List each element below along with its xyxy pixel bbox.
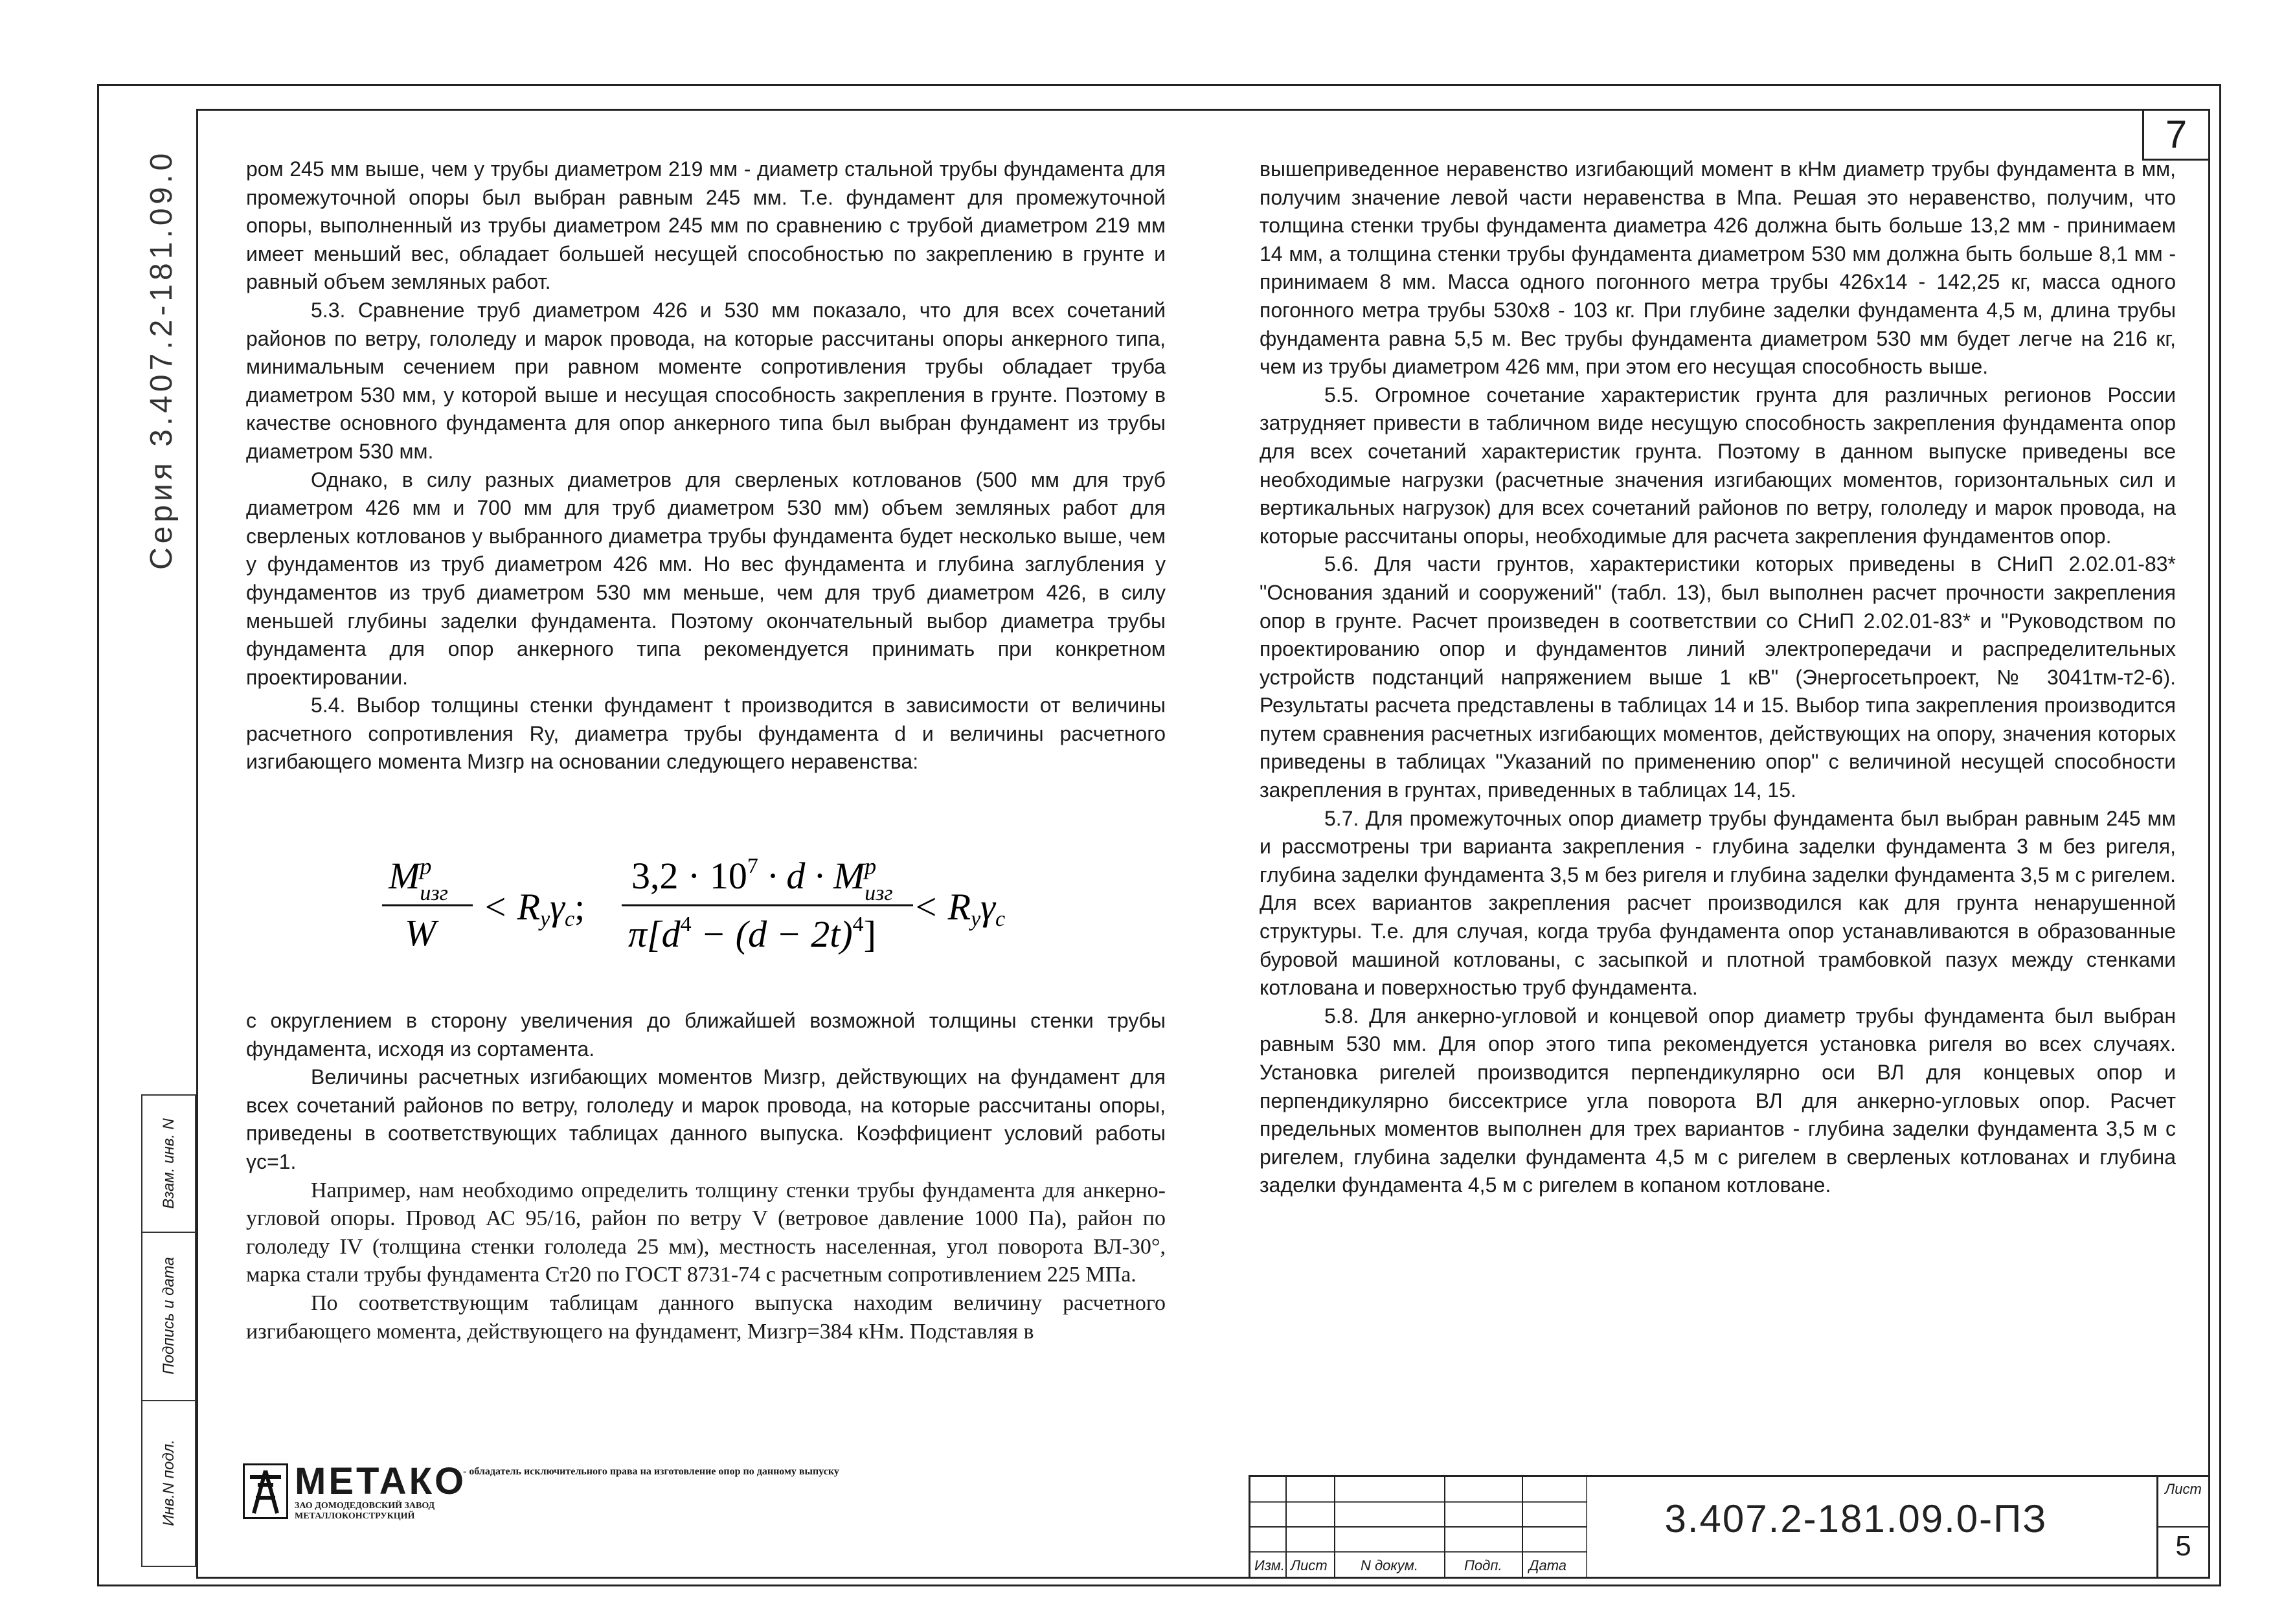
paragraph: ром 245 мм выше, чем у трубы диаметром 219 мм - диаметр стальной трубы фундамента для промежуточной опоры был выбран равным 245 мм. Т.е. фундамент для промежуточной опоры, выполненный из трубы диаметром 245 мм по сравнению с трубой диаметром 219 мм имеет меньший вес, обладает большей несущей способностью по закреплению в грунте и равный объем земляных работ. bbox=[246, 157, 1166, 294]
stamp-vzam-label: Взам. инв. N bbox=[159, 1118, 177, 1209]
paragraph: 5.8. Для анкерно-угловой и концевой опор диаметр трубы фундамента был выбран равным 530 мм. Для опор этого типа рекомендуется установка ригеля во всех случаях. Установка ригелей производится перпендикулярно оси ВЛ для концевых опор и перпендикулярно биссектрисе угла поворота ВЛ для анкерно-угловых опор. Расчет предельных моментов выполнен для трех вариантов - глубина заделки фундамента 3,5 м с ригелем, глубина заделки фундамента 4,5 м с ригелем в сверленых котлованах и глубина заделки фундамента 4,5 м с ригелем в копаном котловане. bbox=[1260, 1004, 2176, 1197]
stamp-signature-label: Подпись и дата bbox=[159, 1257, 177, 1375]
sheet-label: Лист bbox=[2165, 1481, 2202, 1497]
right-column bbox=[1260, 155, 2176, 1200]
stamp-inv-label: Инв.N подл. bbox=[159, 1439, 177, 1526]
paragraph: Величины расчетных изгибающих моментов Mизгp, действующих на фундамент для всех сочетаний районов по ветру, гололеду и марок провода, на которые рассчитаны опоры, приведены в соответствующих таблицах данного выпуска. Коэффициент условий работы γc=1. bbox=[246, 1065, 1166, 1173]
document-code: 3.407.2-181.09.0-ПЗ bbox=[1664, 1497, 2048, 1540]
logo-emblem bbox=[243, 1463, 288, 1519]
paragraph: 5.7. Для промежуточных опор диаметр трубы фундамента был выбран равным 245 мм и рассмотрены три варианта закрепления - глубина заделки фундамента 3 м без ригеля, глубина заделки фундамента 3,5 м без ригеля и глубина заделки фундамента 3,5 м с ригелем. Для всех вариантов закрепления расчет производился как для грунта ненарушенной структуры. Т.е. для случая, когда труба фундамента опор устанавливаются в образованные буровой машиной котлованы, с засыпкой и плотной трамбовкой пазух между стенками котлована и поверхностью труб фундамента. bbox=[1260, 806, 2176, 1000]
paragraph: По соответствующим таблицам данного выпуска находим величину расчетного изгибающего момента, действующего на фундамент, Mизгp=384 кНм. Подставляя в bbox=[246, 1291, 1166, 1344]
page-number: 7 bbox=[2142, 109, 2210, 161]
left-column bbox=[246, 155, 1166, 776]
formula-rhs-denominator: $\pi[d^4 - (d - 2t)^4]$ bbox=[628, 912, 876, 955]
paragraph: 5.4. Выбор толщины стенки фундамент t производится в зависимости от величины расчетного сопротивления Ry, диаметра трубы фундамента d и величины расчетного изгибающего момента Mизгp на основании следующего неравенства: bbox=[246, 694, 1166, 774]
paragraph: 5.5. Огромное сочетание характеристик грунта для различных регионов России затрудняет привести в табличном виде несущую способность закрепления фундамента опор для всех сочетаний характеристик грунта. Поэтому в данном выпуске приведены все необходимые нагрузки (расчетные значения изгибающих моментов, горизонтальных сил и вертикальных нагрузок) для всех сочетаний районов по ветру, гололеду и марок провода, на которые рассчитаны опоры, необходимые для расчета закрепления фундаментов опор. bbox=[1260, 383, 2176, 548]
paragraph: Однако, в силу разных диаметров для сверленых котлованов (500 мм для труб диаметром 426 мм и 700 мм для труб диаметром 530 мм) объем земляных работ для сверленых котлованов у выбранного диаметра трубы фундамента будет несколько выше, чем у фундаментов из труб диаметром 426 мм. Но вес фундамента и глубина заглубления у фундаментов из труб диаметром 530 мм меньше, чем для труб диаметром 426, в силу меньшей глубины заделки фундамента. Поэтому окончательный выбор диаметра трубы фундамента для опор анкерного типа рекомендуется принимать при конкретном проектировании. bbox=[246, 468, 1166, 689]
paragraph: с округлением в сторону увеличения до ближайшей возможной толщины стенки трубы фундамента, исходя из сортамента. bbox=[246, 1009, 1166, 1061]
tb-label-sign: Подп. bbox=[1464, 1557, 1502, 1573]
tower-icon bbox=[245, 1465, 286, 1517]
sheet-cell bbox=[2156, 1477, 2208, 1577]
paragraph: Например, нам необходимо определить толщину стенки трубы фундамента для анкерно-угловой опоры. Провод АС 95/16, район по ветру V (ветровое давление 1000 Па), район по гололеду IV (толщина стенки гололеда 25 мм), местность населенная, угол поворота ВЛ-30°, марка стали трубы фундамента Ст20 по ГОСТ 8731-74 с расчетным сопротивлением 225 МПа. bbox=[246, 1178, 1166, 1287]
left-column-continued bbox=[246, 1007, 1166, 1346]
side-stamp bbox=[141, 1094, 196, 1567]
formula-lhs-denominator: W bbox=[405, 912, 436, 954]
paragraph: 5.6. Для части грунтов, характеристики которых приведены в СНиП 2.02.01-83* "Основания зданий и сооружений" (табл. 13), был выполнен расчет прочности закрепления опор в грунте. Расчет произведен в соответствии со СНиП 2.02.01-83* и "Руководством по проектированию опор и фундаментов линий электропередачи и распределительных устройств подстанций напряжением выше 1 кВ" (Энергосетьпроект, № 3041тм-т2-6). Результаты расчета представлены в таблицах 14 и 15. Выбор типа закрепления производится путем сравнения расчетных изгибающих моментов, действующих на опору, значения которых приведены в таблицах "Указаний по применению опор" с величиной несущей способности закрепления в грунтах, приведенных в таблицах 14, 15. bbox=[1260, 552, 2176, 802]
tb-label-date: Дата bbox=[1529, 1557, 1567, 1573]
logo-subtitle: ЗАО ДОМОДЕДОВСКИЙ ЗАВОД bbox=[295, 1501, 435, 1511]
formula-lhs-numerator: $M^p$ изг bbox=[389, 853, 448, 905]
tb-label-izm: Изм. bbox=[1254, 1557, 1285, 1573]
logo-name: МЕТАКО bbox=[295, 1460, 467, 1502]
tb-label-doc: N докум. bbox=[1361, 1557, 1418, 1573]
formula-rhs2: < Ryγc bbox=[913, 886, 1006, 931]
title-block bbox=[1249, 1475, 2210, 1579]
formula-rhs1: < Ryγc; bbox=[482, 886, 585, 931]
formula-rhs-numerator: $3,2 \cdot 10^7 \cdot d \cdot M^p$ изг bbox=[631, 853, 893, 905]
sheet-number: 5 bbox=[2158, 1526, 2208, 1562]
logo-subtitle: МЕТАЛЛОКОНСТРУКЦИЙ bbox=[295, 1511, 415, 1521]
paragraph: 5.3. Сравнение труб диаметром 426 и 530 мм показало, что для всех сочетаний районов по ветру, гололеду и марок провода, на которые рассчитаны опоры анкерного типа, минимальным сечением при равном моменте сопротивления трубы обладает труба диаметром 530 мм, у которой выше и несущая способность закрепления в грунте. Поэтому в качестве основного фундамента для опор анкерного типа был выбран фундамент из трубы диаметром 530 мм. bbox=[246, 298, 1166, 463]
logo-tagline: - обладатель исключительного права на изготовление опор по данному выпуску bbox=[463, 1466, 839, 1477]
paragraph: вышеприведенное неравенство изгибающий момент в кНм диаметр трубы фундамента в мм, получим значение левой части неравенства в Мпа. Решая это неравенство, получим, что толщина стенки трубы фундамента диаметра 426 должна быть больше 13,2 мм - принимаем 14 мм, а толщина стенки трубы фундамента диаметром 530 мм должна быть больше 8,1 мм - принимаем 8 мм. Масса одного погонного метра трубы 426х14 - 142,25 кг, масса одного погонного метра трубы 530х8 - 103 кг. При глубине заделки фундамента 4,5 м, длина трубы фундамента равна 5,5 м. Вес трубы фундамента диаметром 530 мм будет легче на 216 кг, чем из трубы диаметром 426 мм, при этом его несущая способность выше. bbox=[1260, 157, 2176, 379]
tb-label-list: Лист bbox=[1291, 1557, 1328, 1573]
series-label: Серия 3.407.2-181.09.0 bbox=[144, 149, 179, 570]
bending-formula bbox=[376, 848, 1075, 971]
